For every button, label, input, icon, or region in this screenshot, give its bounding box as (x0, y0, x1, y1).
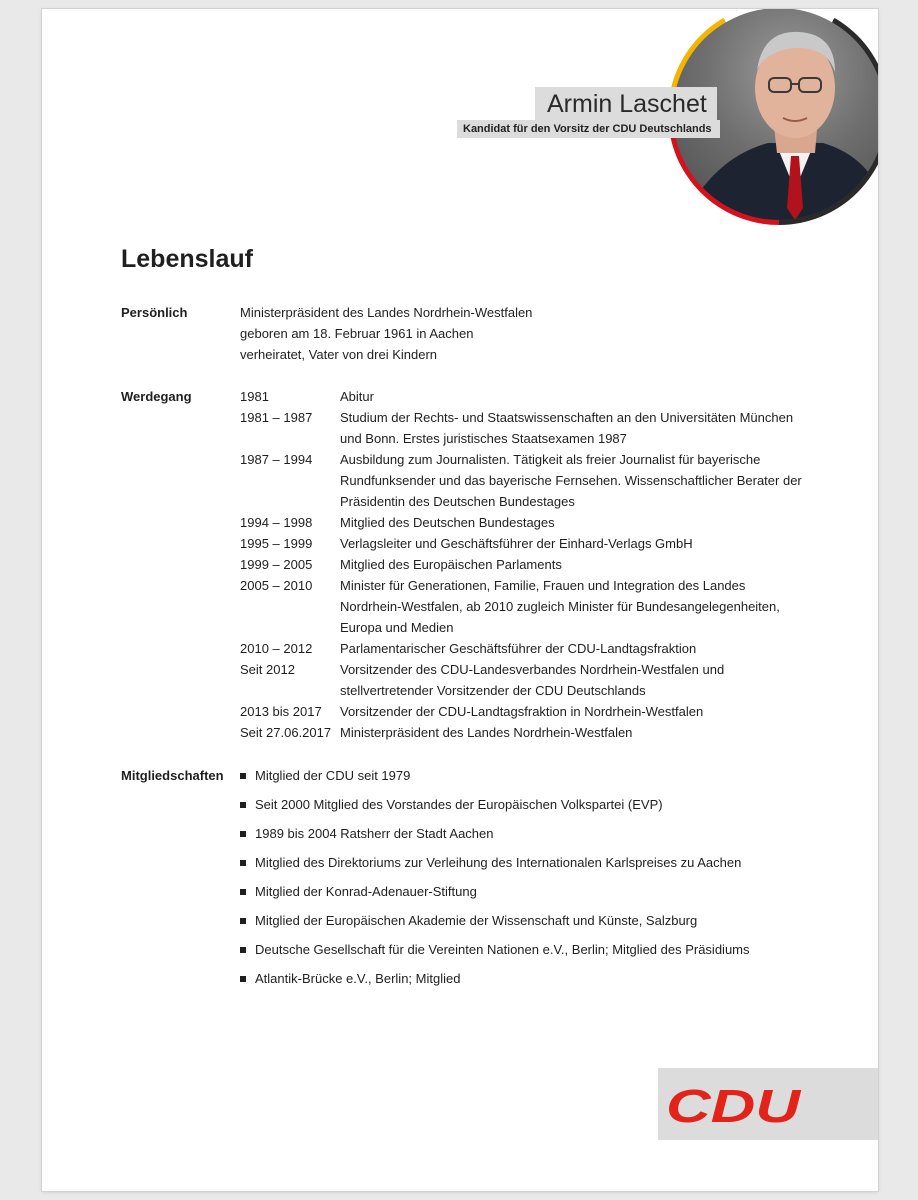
cdu-logo-text: CDU (666, 1080, 803, 1128)
career-year: 1999 – 2005 (240, 557, 313, 572)
career-desc: Mitglied des Europäischen Parlaments (340, 557, 562, 572)
cdu-logo (658, 1068, 878, 1140)
career-desc: Abitur (340, 389, 374, 404)
bullet-square-icon (240, 802, 246, 808)
bullet-square-icon (240, 947, 246, 953)
section-label-memberships: Mitgliedschaften (121, 768, 224, 783)
membership-text: Mitglied der Konrad-Adenauer-Stiftung (255, 884, 477, 899)
membership-text: Seit 2000 Mitglied des Vorstandes der Europäischen Volkspartei (EVP) (255, 797, 663, 812)
membership-text: Mitglied der Europäischen Akademie der Wissenschaft und Künste, Salzburg (255, 913, 698, 928)
membership-text: Mitglied der CDU seit 1979 (255, 768, 411, 783)
personal-line: verheiratet, Vater von drei Kindern (240, 347, 438, 362)
cv-page (42, 9, 878, 1191)
career-year: Seit 2012 (240, 662, 295, 677)
career-year: 1987 – 1994 (240, 452, 313, 467)
membership-item (240, 968, 460, 989)
bullet-square-icon (240, 976, 246, 982)
membership-text: 1989 bis 2004 Ratsherr der Stadt Aachen (255, 826, 494, 841)
career-year: 2005 – 2010 (240, 578, 313, 593)
membership-item (240, 881, 477, 902)
membership-text: Deutsche Gesellschaft für die Vereinten Nationen e.V., Berlin; Mitglied des Präsidiums (255, 942, 750, 957)
career-year: 1981 – 1987 (240, 410, 313, 425)
career-year: Seit 27.06.2017 (240, 725, 332, 740)
membership-item (240, 765, 410, 786)
career-desc: Verlagsleiter und Geschäftsführer der Einhard-Verlags GmbH (340, 536, 693, 551)
bullet-square-icon (240, 889, 246, 895)
career-year: 1995 – 1999 (240, 536, 313, 551)
career-year: 1981 (240, 389, 269, 404)
career-desc: Mitglied des Deutschen Bundestages (340, 515, 555, 530)
membership-item (240, 823, 494, 844)
career-year: 2010 – 2012 (240, 641, 313, 656)
bullet-square-icon (240, 773, 246, 779)
section-label-career: Werdegang (121, 389, 192, 404)
career-desc: Studium der Rechts- und Staatswissenschaften an den Universitäten München und Bonn. Erstes juristisches Staatsexamen 1987 (340, 410, 794, 446)
personal-line: Ministerpräsident des Landes Nordrhein-Westfalen (240, 305, 533, 320)
career-desc: Vorsitzender der CDU-Landtagsfraktion in Nordrhein-Westfalen (340, 704, 704, 719)
candidate-subtitle: Kandidat für den Vorsitz der CDU Deutschlands (457, 120, 720, 138)
candidate-name: Armin Laschet (535, 87, 717, 121)
career-year: 1994 – 1998 (240, 515, 313, 530)
membership-item (240, 939, 750, 960)
page-title: Lebenslauf (121, 245, 253, 273)
career-desc: Ausbildung zum Journalisten. Tätigkeit als freier Journalist für bayerische Rundfunksender und das bayerische Fernsehen. Wissenschaftlicher Berater der Präsidentin des Deutschen Bundestages (340, 452, 802, 509)
bullet-square-icon (240, 860, 246, 866)
section-label-personal: Persönlich (121, 305, 188, 320)
membership-text: Atlantik-Brücke e.V., Berlin; Mitglied (255, 971, 461, 986)
career-desc: Ministerpräsident des Landes Nordrhein-Westfalen (340, 725, 633, 740)
personal-line: geboren am 18. Februar 1961 in Aachen (240, 326, 474, 341)
membership-item (240, 852, 741, 873)
membership-item (240, 910, 697, 931)
membership-item (240, 794, 663, 815)
cdu-logo-wordmark (662, 1080, 804, 1128)
career-year: 2013 bis 2017 (240, 704, 322, 719)
membership-text: Mitglied des Direktoriums zur Verleihung des Internationalen Karlspreises zu Aachen (255, 855, 742, 870)
bullet-square-icon (240, 918, 246, 924)
career-desc: Minister für Generationen, Familie, Frauen und Integration des Landes Nordrhein-Westfalen, ab 2010 zugleich Minister für Bundesangelegenheiten, Europa und Medien (340, 578, 780, 635)
career-desc: Vorsitzender des CDU-Landesverbandes Nordrhein-Westfalen und stellvertretender Vorsitzender der CDU Deutschlands (340, 662, 725, 698)
career-desc: Parlamentarischer Geschäftsführer der CDU-Landtagsfraktion (340, 641, 697, 656)
bullet-square-icon (240, 831, 246, 837)
